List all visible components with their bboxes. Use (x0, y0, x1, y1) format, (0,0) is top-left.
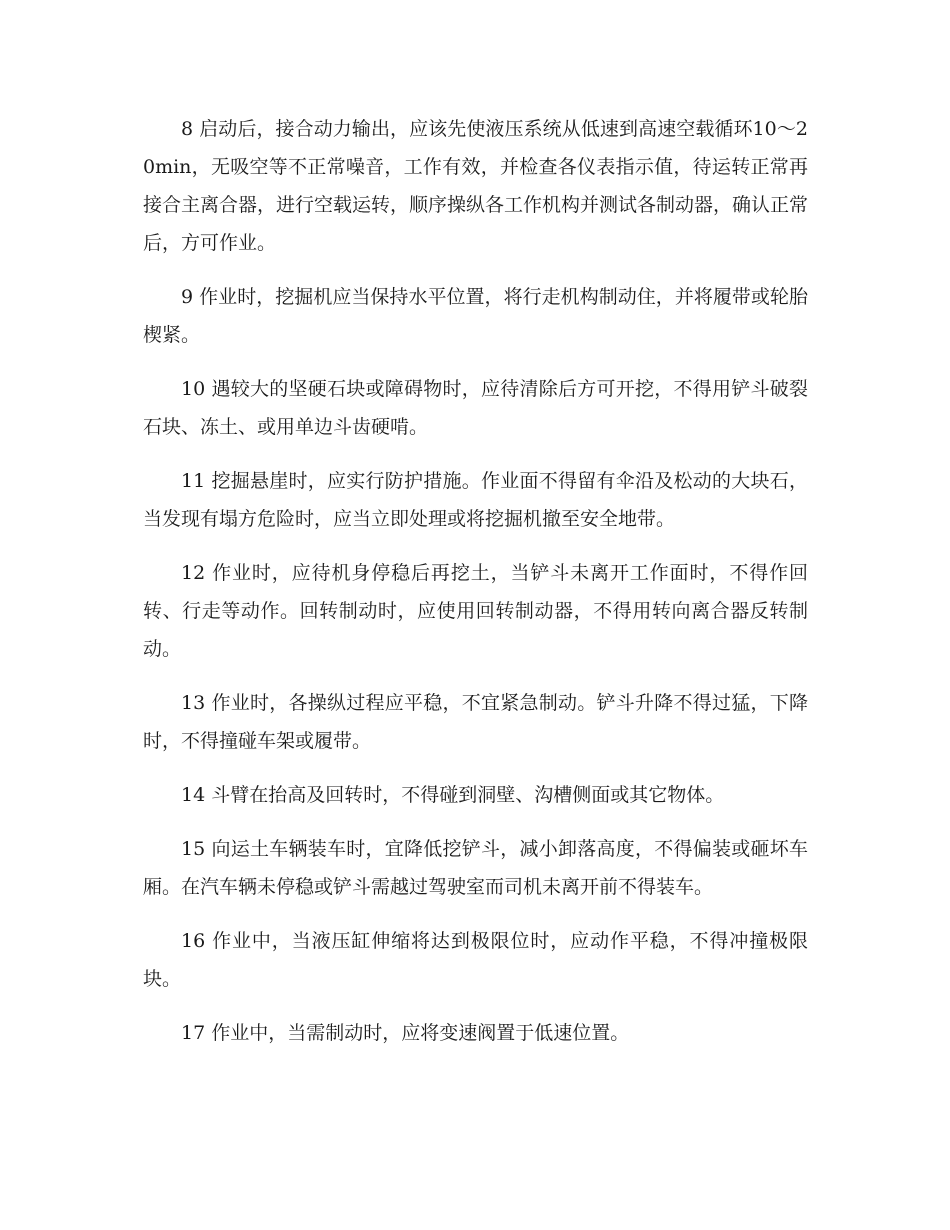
paragraph-13: 13 作业时，各操纵过程应平稳，不宜紧急制动。铲斗升降不得过猛，下降时，不得撞碰车架或履带。 (143, 692, 808, 752)
paragraph-17: 17 作业中，当需制动时，应将变速阀置于低速位置。 (181, 1022, 630, 1044)
paragraph-9: 9 作业时，挖掘机应当保持水平位置，将行走机构制动住，并将履带或轮胎楔紧。 (143, 286, 808, 346)
paragraph-8: 8 启动后，接合动力输出，应该先使液压系统从低速到高速空载循环10～20min，无吸空等不正常噪音，工作有效，并检查各仪表指示值，待运转正常再接合主离合器，进行空载运转，顺序操纵各工作机构并测试各制动器，确认正常后，方可作业。 (143, 118, 809, 254)
paragraph-15: 15 向运土车辆装车时，宜降低挖铲斗，减小卸落高度，不得偏装或砸坏车厢。在汽车辆未停稳或铲斗需越过驾驶室而司机未离开前不得装车。 (143, 838, 808, 898)
paragraph-12: 12 作业时，应待机身停稳后再挖土，当铲斗未离开工作面时，不得作回转、行走等动作。回转制动时，应使用回转制动器，不得用转向离合器反转制动。 (143, 562, 808, 660)
paragraph-10: 10 遇较大的坚硬石块或障碍物时，应待清除后方可开挖，不得用铲斗破裂石块、冻土、或用单边斗齿硬啃。 (143, 378, 808, 438)
paragraph-11: 11 挖掘悬崖时，应实行防护措施。作业面不得留有伞沿及松动的大块石，当发现有塌方危险时，应当立即处理或将挖掘机撤至安全地带。 (143, 470, 808, 530)
paragraph-14: 14 斗臂在抬高及回转时，不得碰到洞壁、沟槽侧面或其它物体。 (181, 784, 725, 806)
paragraph-16: 16 作业中，当液压缸伸缩将达到极限位时，应动作平稳，不得冲撞极限块。 (143, 930, 808, 990)
document-body (143, 110, 808, 1068)
